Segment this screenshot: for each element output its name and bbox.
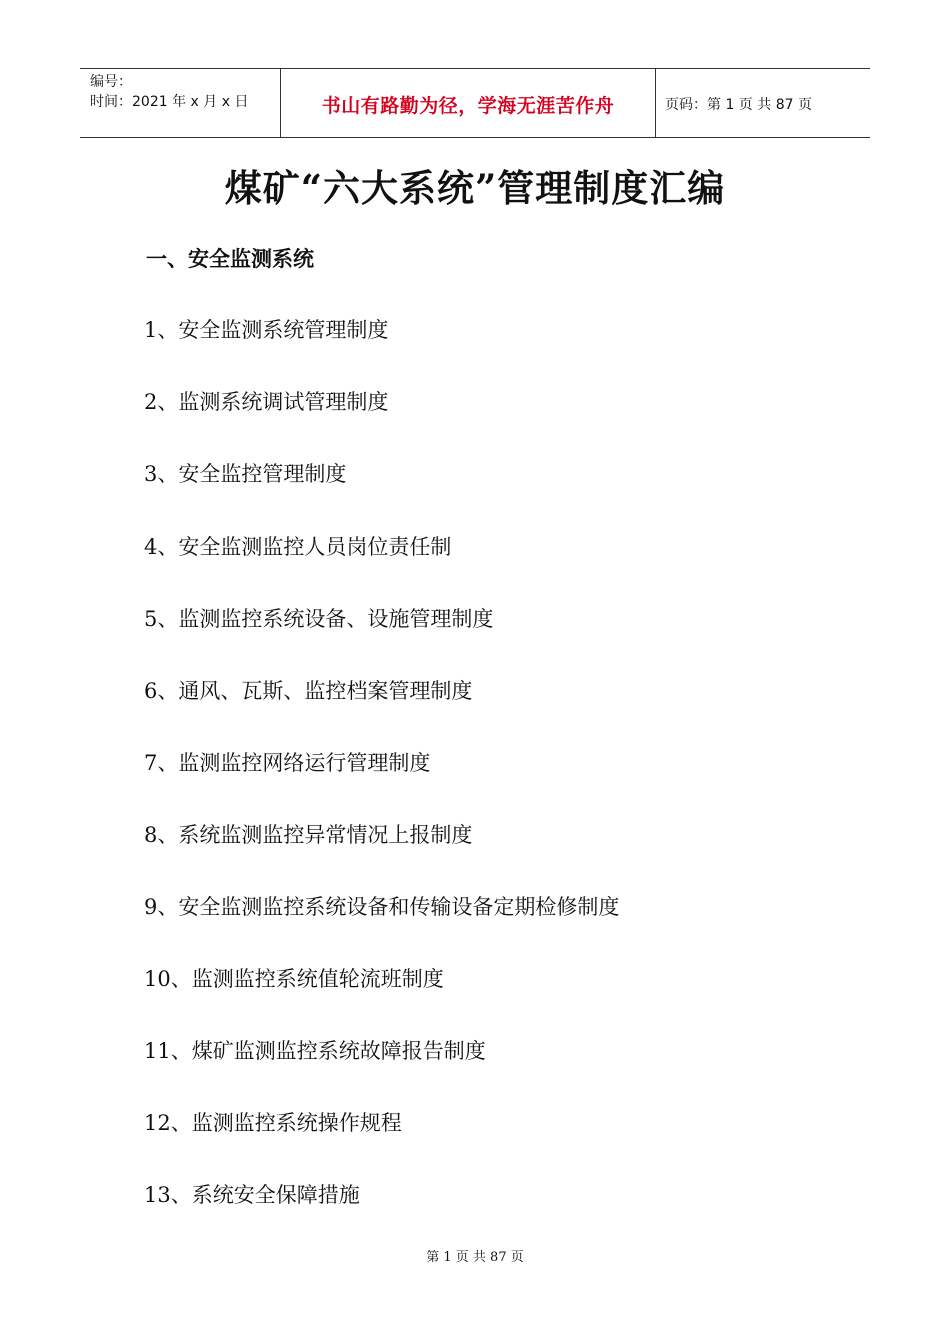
section-heading: 一、安全监测系统 — [146, 247, 314, 271]
toc-item: 2、监测系统调试管理制度 — [144, 390, 389, 414]
toc-item: 13、系统安全保障措施 — [144, 1183, 360, 1207]
header-motto-cell — [280, 69, 656, 137]
header-info-cell — [80, 69, 280, 137]
toc-item: 10、监测监控系统值轮流班制度 — [144, 967, 444, 991]
document-date: 时间：2021 年 x 月 x 日 — [90, 94, 249, 110]
toc-item: 3、安全监控管理制度 — [144, 462, 347, 486]
document-title: 煤矿“六大系统”管理制度汇编 — [224, 166, 726, 210]
toc-item: 1、安全监测系统管理制度 — [144, 318, 389, 342]
toc-item: 4、安全监测监控人员岗位责任制 — [144, 535, 452, 559]
header-page-cell — [655, 69, 870, 137]
toc-item: 9、安全监测监控系统设备和传输设备定期检修制度 — [144, 895, 620, 919]
toc-item: 8、系统监测监控异常情况上报制度 — [144, 823, 473, 847]
page-footer: 第 1 页 共 87 页 — [426, 1250, 524, 1265]
page-header — [80, 68, 870, 138]
document-number-label: 编号： — [90, 74, 132, 90]
header-page-info: 页码：第 1 页 共 87 页 — [665, 97, 812, 113]
header-motto: 书山有路勤为径，学海无涯苦作舟 — [321, 95, 615, 117]
toc-item: 12、监测监控系统操作规程 — [144, 1111, 402, 1135]
toc-item: 7、监测监控网络运行管理制度 — [144, 751, 431, 775]
toc-item: 6、通风、瓦斯、监控档案管理制度 — [144, 679, 473, 703]
toc-item: 11、煤矿监测监控系统故障报告制度 — [144, 1039, 486, 1063]
toc-item: 5、监测监控系统设备、设施管理制度 — [144, 607, 494, 631]
